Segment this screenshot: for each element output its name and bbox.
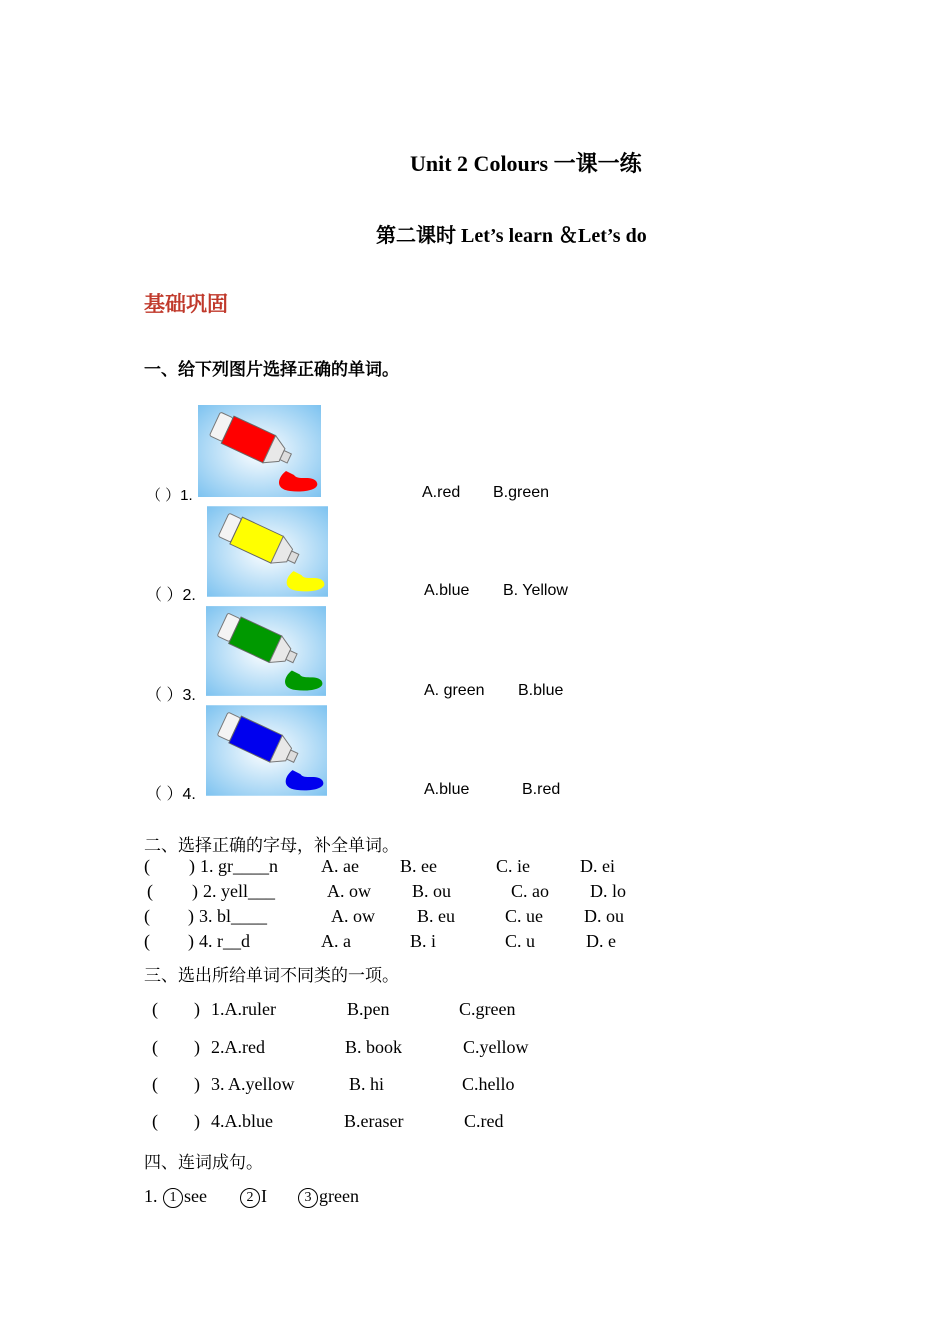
p3-q4-option-c: C.red: [464, 1111, 504, 1131]
p1-q4-prefix: （ ）4.: [146, 786, 196, 803]
p2-q4-option-c: C. u: [505, 931, 536, 951]
p2-q4-option-a: A. a: [321, 931, 351, 951]
blue-paint-tube-image: [206, 705, 327, 796]
p3-q2-option-a: 2.A.red: [211, 1037, 265, 1057]
p3-q1-option-b: B.pen: [347, 999, 390, 1019]
p2-q2-option-d: D. lo: [590, 881, 626, 901]
page-title: Unit 2 Colours 一课一练: [410, 151, 642, 176]
p2-q4-open-paren: (: [144, 931, 150, 951]
p2-q1-word: 1. gr____n: [200, 856, 278, 876]
p2-q3-option-c: C. ue: [505, 906, 543, 926]
p3-q1-close-paren: ): [194, 999, 200, 1019]
p4-q1-word2: [240, 1186, 267, 1208]
word-see: see: [184, 1186, 207, 1206]
p2-q2-option-c: C. ao: [511, 881, 549, 901]
p1-q4-option-b: B.red: [522, 781, 561, 798]
p3-q1-option-a: 1.A.ruler: [211, 999, 276, 1019]
p1-q1-option-b: B.green: [493, 484, 550, 501]
circled-number-1: 1: [163, 1188, 183, 1208]
part4-heading: 四、连词成句。: [144, 1153, 263, 1173]
p3-q3-open-paren: (: [152, 1074, 158, 1094]
part2-heading: 二、选择正确的字母，补全单词。: [144, 836, 399, 856]
p1-q1-prefix: （ ）1.: [146, 487, 193, 504]
circled-number-2: 2: [240, 1188, 260, 1208]
p3-q4-open-paren: (: [152, 1111, 158, 1131]
p2-q1-close-paren: ): [189, 856, 195, 876]
p1-q3-option-a: A. green: [424, 682, 485, 699]
p2-q3-option-d: D. ou: [584, 906, 624, 926]
p2-q2-open-paren: (: [147, 881, 153, 901]
p3-q3-option-b: B. hi: [349, 1074, 385, 1094]
p3-q1-option-c: C.green: [459, 999, 516, 1019]
p4-q1-word1: [163, 1186, 207, 1208]
p3-q2-close-paren: ): [194, 1037, 200, 1057]
green-paint-tube-image: [206, 606, 326, 696]
p2-q3-word: 3. bl____: [199, 906, 268, 926]
p3-q3-close-paren: ): [194, 1074, 200, 1094]
p1-q4-option-a: A.blue: [424, 781, 470, 798]
p2-q4-word: 4. r__d: [199, 931, 250, 951]
p1-q2-option-a: A.blue: [424, 582, 470, 599]
p3-q2-open-paren: (: [152, 1037, 158, 1057]
word-i: I: [261, 1186, 267, 1206]
p3-q2-option-b: B. book: [345, 1037, 403, 1057]
p1-q3-prefix: （ ）3.: [146, 687, 196, 704]
p2-q3-close-paren: ): [188, 906, 194, 926]
p2-q2-word: 2. yell___: [203, 881, 275, 901]
p3-q4-option-b: B.eraser: [344, 1111, 404, 1131]
yellow-paint-tube-image: [207, 506, 328, 597]
p4-q1-number: 1.: [144, 1186, 158, 1206]
p4-q1-word3: [298, 1186, 359, 1208]
p1-q1-option-a: A.red: [422, 484, 461, 501]
p2-q4-option-b: B. i: [410, 931, 437, 951]
section-basic-title: 基础巩固: [144, 292, 228, 316]
p2-q1-option-a: A. ae: [321, 856, 359, 876]
p2-q1-option-b: B. ee: [400, 856, 437, 876]
p2-q3-option-a: A. ow: [331, 906, 375, 926]
p1-q2-prefix: （ ）2.: [146, 587, 196, 604]
p3-q4-option-a: 4.A.blue: [211, 1111, 273, 1131]
p3-q4-close-paren: ): [194, 1111, 200, 1131]
p3-q2-option-c: C.yellow: [463, 1037, 529, 1057]
p2-q1-option-c: C. ie: [496, 856, 530, 876]
p2-q4-close-paren: ): [188, 931, 194, 951]
p2-q2-option-a: A. ow: [327, 881, 371, 901]
p2-q3-open-paren: (: [144, 906, 150, 926]
part3-heading: 三、选出所给单词不同类的一项。: [144, 966, 399, 986]
p2-q2-option-b: B. ou: [412, 881, 452, 901]
word-green: green: [319, 1186, 359, 1206]
red-paint-tube-image: [198, 405, 321, 497]
p2-q4-option-d: D. e: [586, 931, 616, 951]
p3-q3-option-c: C.hello: [462, 1074, 515, 1094]
p2-q2-close-paren: ): [192, 881, 198, 901]
p2-q1-option-d: D. ei: [580, 856, 615, 876]
p2-q1-open-paren: (: [144, 856, 150, 876]
part1-heading: 一、给下列图片选择正确的单词。: [144, 360, 399, 380]
p2-q3-option-b: B. eu: [417, 906, 455, 926]
p1-q3-option-b: B.blue: [518, 682, 564, 699]
p3-q3-option-a: 3. A.yellow: [211, 1074, 295, 1094]
p1-q2-option-b: B. Yellow: [503, 582, 568, 599]
p3-q1-open-paren: (: [152, 999, 158, 1019]
circled-number-3: 3: [298, 1188, 318, 1208]
lesson-subtitle: 第二课时 Let’s learn ＆Let’s do: [376, 225, 647, 247]
